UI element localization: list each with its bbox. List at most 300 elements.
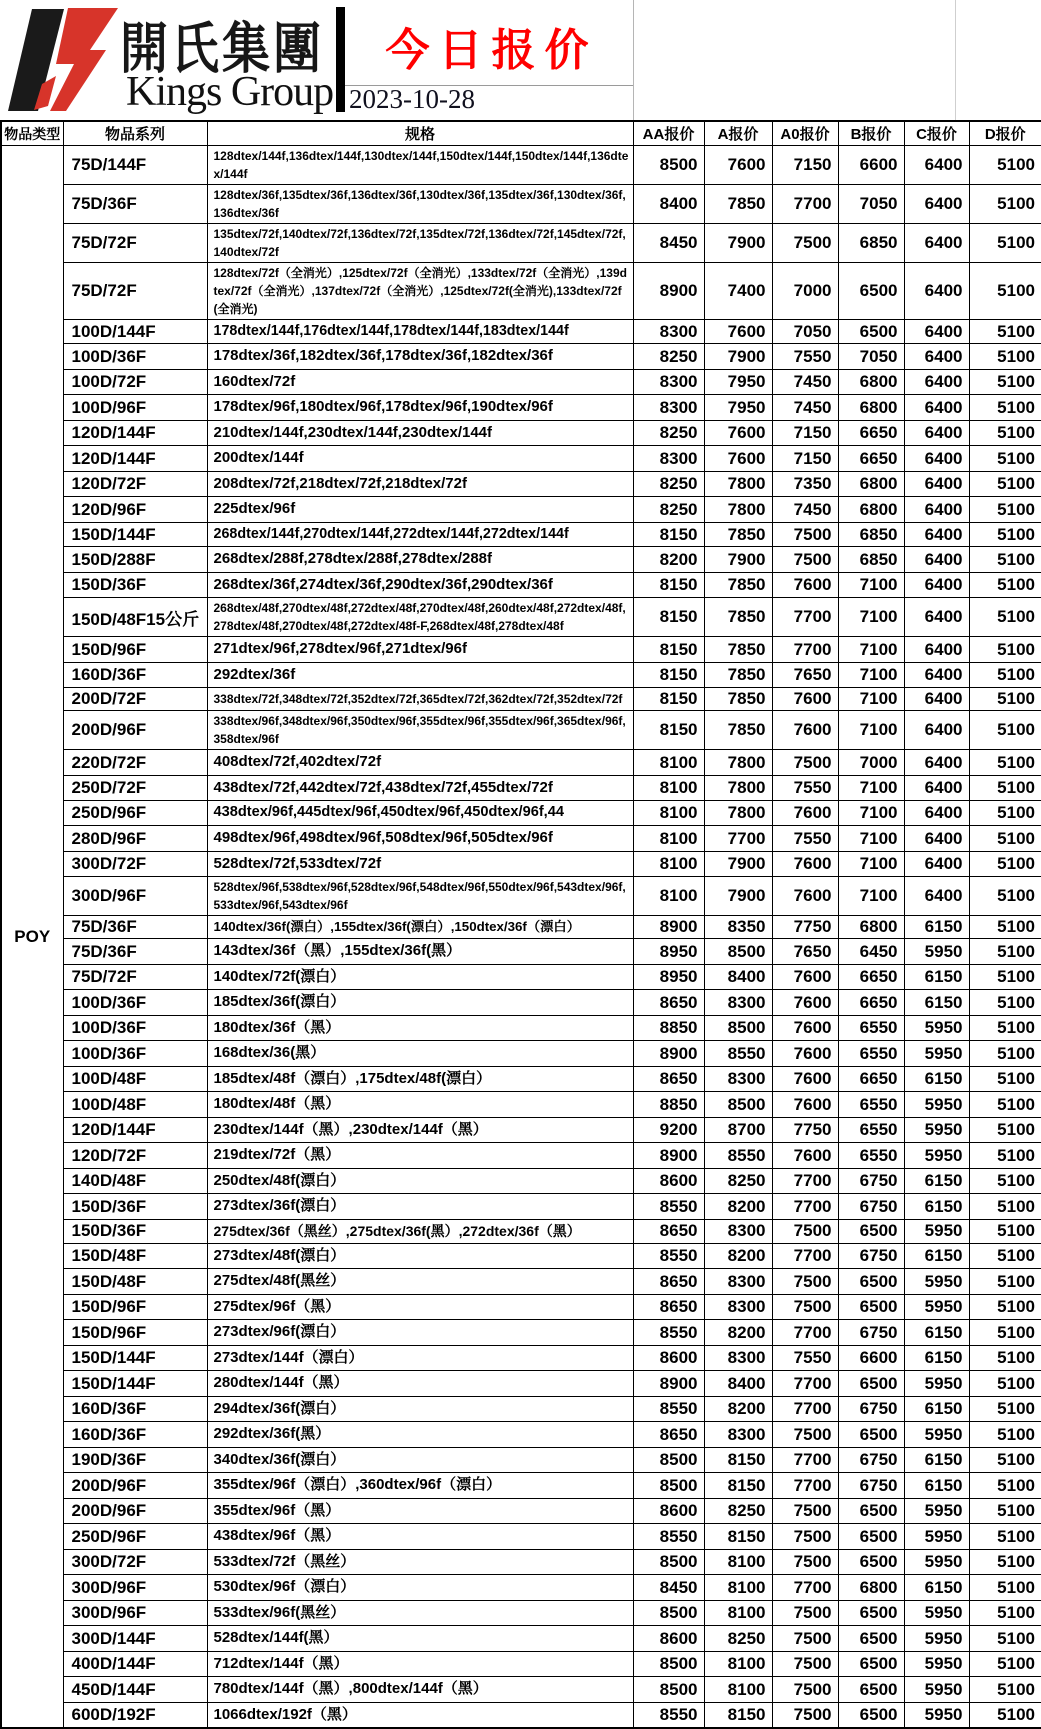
price-cell: 5100 [969, 1396, 1041, 1422]
price-cell: 8600 [633, 1345, 704, 1371]
series-cell: 140D/48F [63, 1168, 207, 1194]
spec-cell: 208dtex/72f,218dtex/72f,218dtex/72f [207, 471, 633, 497]
spec-cell: 185dtex/48f（漂白）,175dtex/48f(漂白） [207, 1066, 633, 1092]
series-cell: 160D/36F [63, 1422, 207, 1448]
price-cell: 6400 [904, 263, 969, 320]
series-cell: 200D/96F [63, 711, 207, 750]
price-cell: 8700 [704, 1117, 772, 1143]
price-cell: 6400 [904, 320, 969, 344]
price-cell: 8300 [633, 320, 704, 344]
spec-cell: 273dtex/36f(漂白） [207, 1194, 633, 1220]
price-table [0, 120, 1041, 1729]
logo-chinese-name: 開氏集團 [120, 16, 325, 82]
price-cell: 8150 [704, 1447, 772, 1473]
price-cell: 8500 [633, 1651, 704, 1677]
price-cell: 7050 [838, 344, 904, 370]
series-cell: 300D/72F [63, 851, 207, 877]
price-cell: 8950 [633, 939, 704, 965]
price-cell: 7500 [772, 1219, 838, 1243]
series-cell: 75D/36F [63, 185, 207, 224]
price-cell: 8600 [633, 1626, 704, 1652]
price-cell: 7100 [838, 826, 904, 852]
table-row [1, 1473, 1041, 1499]
table-row [1, 750, 1041, 776]
price-cell: 8300 [633, 446, 704, 472]
price-cell: 5950 [904, 1651, 969, 1677]
price-cell: 6400 [904, 598, 969, 637]
price-cell: 6400 [904, 637, 969, 663]
price-cell: 8100 [633, 826, 704, 852]
table-row [1, 1320, 1041, 1346]
price-cell: 6400 [904, 750, 969, 776]
table-row [1, 1600, 1041, 1626]
price-cell: 7550 [772, 344, 838, 370]
price-cell: 8150 [633, 637, 704, 663]
price-cell: 8500 [704, 1015, 772, 1041]
series-cell: 100D/72F [63, 369, 207, 395]
price-cell: 6400 [904, 224, 969, 263]
price-cell: 7450 [772, 395, 838, 421]
series-cell: 300D/96F [63, 1575, 207, 1601]
price-cell: 8250 [633, 420, 704, 446]
price-cell: 5950 [904, 1143, 969, 1169]
price-cell: 8900 [633, 263, 704, 320]
price-cell: 6400 [904, 185, 969, 224]
table-row [1, 711, 1041, 750]
price-cell: 7700 [772, 637, 838, 663]
price-cell: 7600 [772, 964, 838, 990]
price-cell: 7850 [704, 711, 772, 750]
series-cell: 120D/72F [63, 1143, 207, 1169]
table-row [1, 1626, 1041, 1652]
spec-cell: 268dtex/288f,278dtex/288f,278dtex/288f [207, 547, 633, 573]
series-cell: 300D/96F [63, 1600, 207, 1626]
price-cell: 8500 [633, 1447, 704, 1473]
price-cell: 8100 [633, 801, 704, 826]
series-cell: 400D/144F [63, 1651, 207, 1677]
price-cell: 6400 [904, 877, 969, 916]
spec-cell: 273dtex/144f（漂白） [207, 1345, 633, 1371]
price-cell: 6500 [838, 1371, 904, 1397]
table-row [1, 1041, 1041, 1067]
price-cell: 7600 [772, 688, 838, 711]
table-row [1, 1345, 1041, 1371]
price-cell: 7900 [704, 877, 772, 916]
price-cell: 8100 [704, 1651, 772, 1677]
spec-cell: 210dtex/144f,230dtex/144f,230dtex/144f [207, 420, 633, 446]
price-cell: 6800 [838, 395, 904, 421]
price-cell: 7000 [838, 750, 904, 776]
price-cell: 5100 [969, 775, 1041, 801]
page-title: 今日报价 [385, 26, 598, 75]
table-row [1, 344, 1041, 370]
price-cell: 6150 [904, 964, 969, 990]
table-row [1, 471, 1041, 497]
price-cell: 5100 [969, 263, 1041, 320]
price-cell: 6500 [838, 1549, 904, 1575]
price-cell: 8300 [704, 1066, 772, 1092]
series-cell: 150D/96F [63, 637, 207, 663]
spec-cell: 528dtex/96f,538dtex/96f,528dtex/96f,548dtex/96f,550dtex/96f,543dtex/96f,533dtex/96f,543dtex/96f [207, 877, 633, 916]
price-cell: 7000 [772, 263, 838, 320]
price-cell: 5100 [969, 1702, 1041, 1728]
price-cell: 6750 [838, 1243, 904, 1269]
price-cell: 8150 [633, 572, 704, 598]
price-cell: 6500 [838, 320, 904, 344]
price-cell: 7600 [772, 572, 838, 598]
price-cell: 6750 [838, 1473, 904, 1499]
price-cell: 7500 [772, 1524, 838, 1550]
price-cell: 8600 [633, 1498, 704, 1524]
price-cell: 6500 [838, 1294, 904, 1320]
header-gridline [633, 0, 634, 120]
spec-cell: 140dtex/36f(漂白）,155dtex/36f(漂白）,150dtex/36f（漂白） [207, 916, 633, 939]
price-cell: 5100 [969, 320, 1041, 344]
price-cell: 7800 [704, 750, 772, 776]
series-cell: 150D/48F15公斤 [63, 598, 207, 637]
price-cell: 5950 [904, 1041, 969, 1067]
price-cell: 7100 [838, 598, 904, 637]
price-cell: 6400 [904, 446, 969, 472]
price-cell: 5950 [904, 1117, 969, 1143]
price-cell: 8500 [633, 1549, 704, 1575]
series-cell: 75D/72F [63, 263, 207, 320]
price-cell: 6500 [838, 1269, 904, 1295]
price-cell: 5100 [969, 1651, 1041, 1677]
price-cell: 7500 [772, 1269, 838, 1295]
price-cell: 6400 [904, 775, 969, 801]
table-row [1, 1269, 1041, 1295]
spec-cell: 178dtex/144f,176dtex/144f,178dtex/144f,183dtex/144f [207, 320, 633, 344]
price-cell: 5100 [969, 688, 1041, 711]
price-cell: 8400 [704, 1371, 772, 1397]
table-row [1, 320, 1041, 344]
price-cell: 6400 [904, 572, 969, 598]
price-cell: 8550 [704, 1143, 772, 1169]
price-cell: 6500 [838, 1702, 904, 1728]
price-cell: 6450 [838, 939, 904, 965]
spec-cell: 533dtex/72f（黑丝） [207, 1549, 633, 1575]
spec-cell: 200dtex/144f [207, 446, 633, 472]
table-row [1, 801, 1041, 826]
series-cell: 150D/144F [63, 522, 207, 546]
table-row [1, 1702, 1041, 1728]
price-cell: 9200 [633, 1117, 704, 1143]
price-cell: 6500 [838, 1219, 904, 1243]
price-cell: 7600 [772, 851, 838, 877]
price-cell: 8500 [633, 146, 704, 185]
table-header-row [1, 121, 1041, 146]
price-cell: 6650 [838, 420, 904, 446]
price-cell: 8400 [633, 185, 704, 224]
series-cell: 150D/96F [63, 1320, 207, 1346]
price-cell: 5100 [969, 572, 1041, 598]
price-cell: 8250 [633, 344, 704, 370]
series-cell: 75D/36F [63, 939, 207, 965]
spec-cell: 338dtex/72f,348dtex/72f,352dtex/72f,365dtex/72f,362dtex/72f,352dtex/72f [207, 688, 633, 711]
price-cell: 6800 [838, 369, 904, 395]
price-cell: 5100 [969, 711, 1041, 750]
price-cell: 5100 [969, 1575, 1041, 1601]
table-row [1, 1677, 1041, 1703]
spec-cell: 180dtex/36f（黑） [207, 1015, 633, 1041]
table-row [1, 1015, 1041, 1041]
series-cell: 75D/72F [63, 964, 207, 990]
price-cell: 8100 [633, 877, 704, 916]
price-cell: 5100 [969, 1345, 1041, 1371]
series-cell: 280D/96F [63, 826, 207, 852]
price-cell: 6400 [904, 826, 969, 852]
price-cell: 8300 [633, 395, 704, 421]
price-cell: 7700 [772, 1371, 838, 1397]
price-cell: 7600 [704, 320, 772, 344]
price-cell: 5950 [904, 939, 969, 965]
spec-cell: 294dtex/36f(漂白） [207, 1396, 633, 1422]
series-cell: 120D/72F [63, 471, 207, 497]
price-cell: 8150 [633, 598, 704, 637]
price-cell: 7650 [772, 939, 838, 965]
price-cell: 5950 [904, 1600, 969, 1626]
price-cell: 7350 [772, 471, 838, 497]
table-row [1, 1143, 1041, 1169]
header-divider-bar [336, 7, 345, 112]
price-cell: 8150 [633, 688, 704, 711]
price-cell: 8300 [704, 1422, 772, 1448]
price-cell: 7950 [704, 369, 772, 395]
price-cell: 7850 [704, 522, 772, 546]
price-cell: 8500 [633, 1473, 704, 1499]
table-row [1, 1294, 1041, 1320]
price-cell: 6750 [838, 1320, 904, 1346]
series-cell: 200D/96F [63, 1498, 207, 1524]
price-cell: 7100 [838, 637, 904, 663]
spec-cell: 250dtex/48f(漂白） [207, 1168, 633, 1194]
price-cell: 8450 [633, 1575, 704, 1601]
price-cell: 7600 [772, 990, 838, 1016]
price-cell: 5100 [969, 1117, 1041, 1143]
spec-cell: 712dtex/144f（黑） [207, 1651, 633, 1677]
price-cell: 7800 [704, 471, 772, 497]
table-row [1, 990, 1041, 1016]
price-cell: 6550 [838, 1092, 904, 1118]
price-cell: 5100 [969, 1600, 1041, 1626]
price-cell: 7100 [838, 662, 904, 688]
table-row [1, 146, 1041, 185]
price-cell: 7850 [704, 662, 772, 688]
price-cell: 8900 [633, 916, 704, 939]
price-cell: 5950 [904, 1371, 969, 1397]
price-cell: 6400 [904, 369, 969, 395]
price-cell: 5100 [969, 877, 1041, 916]
price-cell: 7800 [704, 497, 772, 523]
spec-cell: 438dtex/72f,442dtex/72f,438dtex/72f,455dtex/72f [207, 775, 633, 801]
price-cell: 8250 [704, 1498, 772, 1524]
price-cell: 8550 [633, 1243, 704, 1269]
price-cell: 7700 [772, 185, 838, 224]
price-cell: 7100 [838, 775, 904, 801]
price-cell: 6750 [838, 1447, 904, 1473]
price-cell: 6650 [838, 990, 904, 1016]
price-cell: 8100 [633, 851, 704, 877]
price-cell: 8850 [633, 1092, 704, 1118]
price-cell: 8200 [704, 1194, 772, 1220]
price-cell: 8550 [633, 1524, 704, 1550]
spec-cell: 128dtex/144f,136dtex/144f,130dtex/144f,150dtex/144f,150dtex/144f,136dtex/144f [207, 146, 633, 185]
series-cell: 250D/72F [63, 775, 207, 801]
price-cell: 7500 [772, 1626, 838, 1652]
price-cell: 7750 [772, 916, 838, 939]
price-cell: 7700 [772, 1447, 838, 1473]
price-cell: 6150 [904, 1066, 969, 1092]
price-cell: 6850 [838, 224, 904, 263]
series-cell: 75D/36F [63, 916, 207, 939]
price-cell: 8450 [633, 224, 704, 263]
price-cell: 7600 [772, 1041, 838, 1067]
spec-cell: 268dtex/36f,274dtex/36f,290dtex/36f,290dtex/36f [207, 572, 633, 598]
price-cell: 8150 [633, 522, 704, 546]
price-cell: 8250 [704, 1168, 772, 1194]
price-cell: 7850 [704, 637, 772, 663]
price-cell: 8900 [633, 1041, 704, 1067]
price-cell: 8200 [704, 1320, 772, 1346]
table-row [1, 1371, 1041, 1397]
price-cell: 5100 [969, 801, 1041, 826]
spec-cell: 140dtex/72f(漂白） [207, 964, 633, 990]
price-cell: 7450 [772, 497, 838, 523]
price-cell: 5100 [969, 224, 1041, 263]
price-cell: 6400 [904, 395, 969, 421]
series-cell: 200D/96F [63, 1473, 207, 1499]
price-cell: 7800 [704, 775, 772, 801]
price-cell: 7900 [704, 547, 772, 573]
price-cell: 6550 [838, 1117, 904, 1143]
series-cell: 150D/144F [63, 1345, 207, 1371]
price-cell: 7700 [772, 1320, 838, 1346]
price-cell: 7500 [772, 1677, 838, 1703]
price-cell: 5100 [969, 1626, 1041, 1652]
price-table-body [1, 146, 1041, 1729]
spec-cell: 178dtex/96f,180dtex/96f,178dtex/96f,190dtex/96f [207, 395, 633, 421]
price-cell: 5100 [969, 964, 1041, 990]
price-cell: 8650 [633, 1066, 704, 1092]
price-cell: 8550 [633, 1320, 704, 1346]
price-cell: 7500 [772, 1294, 838, 1320]
spec-cell: 143dtex/36f（黑）,155dtex/36f(黑） [207, 939, 633, 965]
price-cell: 8300 [704, 1345, 772, 1371]
price-cell: 7700 [772, 1473, 838, 1499]
table-row [1, 1575, 1041, 1601]
price-cell: 7100 [838, 711, 904, 750]
price-cell: 7700 [772, 1396, 838, 1422]
price-cell: 8550 [704, 1041, 772, 1067]
price-cell: 6400 [904, 662, 969, 688]
price-cell: 6850 [838, 522, 904, 546]
price-cell: 8150 [633, 662, 704, 688]
series-cell: 200D/72F [63, 688, 207, 711]
price-cell: 5100 [969, 750, 1041, 776]
spec-cell: 275dtex/48f(黑丝） [207, 1269, 633, 1295]
price-cell: 5100 [969, 1143, 1041, 1169]
table-row [1, 572, 1041, 598]
price-cell: 8100 [704, 1600, 772, 1626]
price-cell: 5100 [969, 1194, 1041, 1220]
price-cell: 7500 [772, 750, 838, 776]
price-cell: 8300 [704, 1294, 772, 1320]
price-cell: 8500 [633, 1677, 704, 1703]
price-cell: 6400 [904, 497, 969, 523]
price-cell: 5100 [969, 185, 1041, 224]
price-cell: 5950 [904, 1498, 969, 1524]
table-row [1, 185, 1041, 224]
spec-cell: 271dtex/96f,278dtex/96f,271dtex/96f [207, 637, 633, 663]
spec-cell: 292dtex/36f [207, 662, 633, 688]
price-cell: 7500 [772, 1600, 838, 1626]
price-cell: 8150 [704, 1524, 772, 1550]
price-cell: 7500 [772, 547, 838, 573]
spec-cell: 230dtex/144f（黑）,230dtex/144f（黑） [207, 1117, 633, 1143]
spec-cell: 438dtex/96f,445dtex/96f,450dtex/96f,450dtex/96f,44 [207, 801, 633, 826]
price-cell: 7600 [772, 1143, 838, 1169]
price-cell: 7100 [838, 851, 904, 877]
price-cell: 5100 [969, 598, 1041, 637]
table-row [1, 1524, 1041, 1550]
price-cell: 7700 [772, 1575, 838, 1601]
price-cell: 5100 [969, 1320, 1041, 1346]
price-cell: 7600 [772, 1066, 838, 1092]
price-cell: 8550 [633, 1194, 704, 1220]
table-row [1, 1498, 1041, 1524]
price-cell: 5100 [969, 497, 1041, 523]
price-cell: 8500 [633, 1600, 704, 1626]
spec-cell: 780dtex/144f（黑）,800dtex/144f（黑） [207, 1677, 633, 1703]
price-cell: 6800 [838, 1575, 904, 1601]
price-cell: 7900 [704, 344, 772, 370]
price-cell: 6500 [838, 1498, 904, 1524]
price-cell: 5100 [969, 395, 1041, 421]
column-header: C报价 [904, 121, 969, 146]
price-cell: 6150 [904, 1575, 969, 1601]
price-cell: 5100 [969, 826, 1041, 852]
table-row [1, 1092, 1041, 1118]
price-cell: 7450 [772, 369, 838, 395]
price-cell: 7750 [772, 1117, 838, 1143]
price-cell: 7850 [704, 572, 772, 598]
series-cell: 150D/36F [63, 1219, 207, 1243]
price-cell: 8100 [704, 1677, 772, 1703]
price-cell: 6150 [904, 1194, 969, 1220]
price-cell: 8650 [633, 1269, 704, 1295]
series-cell: 100D/48F [63, 1066, 207, 1092]
table-row [1, 877, 1041, 916]
header-gridline [955, 0, 956, 120]
spec-cell: 340dtex/36f(漂白） [207, 1447, 633, 1473]
price-cell: 7600 [772, 877, 838, 916]
column-header: 规格 [207, 121, 633, 146]
price-cell: 7850 [704, 688, 772, 711]
price-cell: 6400 [904, 851, 969, 877]
price-cell: 7700 [772, 1243, 838, 1269]
series-cell: 300D/96F [63, 877, 207, 916]
price-cell: 8100 [633, 750, 704, 776]
price-cell: 7600 [772, 801, 838, 826]
price-cell: 7050 [772, 320, 838, 344]
price-cell: 5100 [969, 522, 1041, 546]
price-cell: 8500 [704, 939, 772, 965]
series-cell: 75D/72F [63, 224, 207, 263]
series-cell: 300D/72F [63, 1549, 207, 1575]
series-cell: 120D/144F [63, 1117, 207, 1143]
price-cell: 8650 [633, 1294, 704, 1320]
